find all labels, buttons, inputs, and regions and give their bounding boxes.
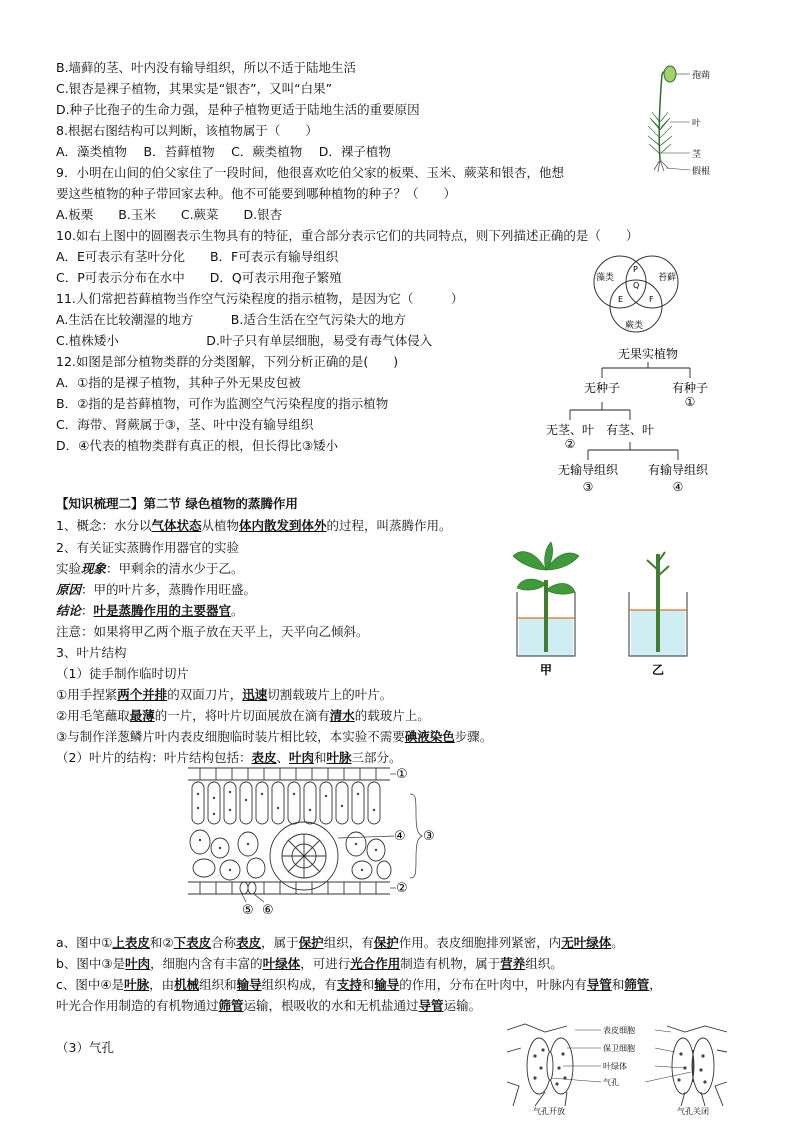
line-c-vein: c、图中④是叶脉，由机械组织和输导组织构成，有支持和输导的作用，分布在叶肉中，叶脉内有导管和筛管， (56, 977, 662, 992)
leaf-label-2: ② (396, 881, 408, 896)
leaf-label-5: ⑤ (242, 903, 254, 918)
tree-has-stem-leaf: 有茎、叶 (605, 423, 655, 437)
line-a-epidermis: a、图中①上表皮和②下表皮合称表皮，属于保护组织，有保护作用。表皮细胞排列紧密，内无叶绿体。 (56, 935, 624, 950)
leaf-label-3: ③ (423, 829, 435, 844)
line-b-mesophyll: b、图中③是叶肉，细胞内含有丰富的叶绿体，可进行光合作用制造有机物，属于营养组织。 (56, 956, 563, 971)
venn-region-q: Q (633, 281, 640, 290)
option-c-ginkgo: C.银杏是裸子植物，其果实是“银杏”，又叫“白果” (56, 81, 333, 96)
option-b-moss: B.墙藓的茎、叶内没有输导组织，所以不适于陆地生活 (56, 60, 357, 75)
venn-region-e: E (618, 295, 624, 304)
tree-no-seed: 无种子 (583, 381, 621, 395)
leaf-label-6: ⑥ (262, 903, 274, 918)
section-3-1-title: （1）徒手制作临时切片 (56, 666, 189, 681)
step-1: ①用手捏紧两个并排的双面刀片，迅速切割载玻片上的叶片。 (56, 687, 393, 702)
moss-plant-figure (636, 60, 746, 185)
moss-label-rhizoid: 假根 (692, 167, 711, 177)
step-3: ③与制作洋葱鳞片叶内表皮细胞临时装片相比较，本实验不需要碘液染色步骤。 (56, 729, 493, 744)
tree-num-1: ① (684, 395, 696, 409)
beaker-label-jia: 甲 (539, 663, 553, 677)
question-9-line-1: 9．小明在山间的伯父家住了一段时间，他很喜欢吃伯父家的板栗、玉米、蕨菜和银杏，他想 (56, 165, 564, 180)
question-9-options: A.板栗 B.玉米 C.蕨菜 D.银杏 (56, 207, 283, 222)
tree-no-stem-leaf: 无茎、叶 (545, 423, 595, 437)
transpiration-experiment-figure (505, 540, 705, 680)
venn-label-moss: 苔藓 (658, 273, 677, 283)
leaf-label-1: ① (396, 767, 408, 782)
question-10-options-ab: A．E可表示有茎叶分化 B．F可表示有输导组织 (56, 249, 339, 264)
beaker-label-yi: 乙 (651, 663, 665, 677)
section-heading: 【知识梳理二】第二节 绿色植物的蒸腾作用 (56, 496, 298, 511)
venn-label-algae: 藻类 (596, 273, 615, 283)
section-3-3-title: （3）气孔 (56, 1040, 114, 1055)
question-12-option-d: D．④代表的植物类群有真正的根，但长得比③矮小 (56, 438, 339, 453)
question-8-options: A．藻类植物 B．苔藓植物 C．蕨类植物 D．裸子植物 (56, 144, 391, 159)
moss-label-stem: 茎 (692, 150, 702, 160)
stomata-caption-open: 气孔开放 (533, 1107, 565, 1116)
leaf-structure-title: 3、叶片结构 (56, 645, 127, 660)
stomata-label-epidermal: 表皮细胞 (603, 1026, 635, 1035)
question-10: 10.如右上图中的圆圈表示生物具有的特征，重合部分表示它们的共同特点，则下列描述正确的是（ ） (56, 228, 639, 243)
venn-diagram (582, 252, 692, 338)
experiment-note: 注意：如果将甲乙两个瓶子放在天平上，天平向乙倾斜。 (56, 624, 369, 639)
leaf-label-4: ④ (394, 829, 406, 844)
question-11-options-ab: A.生活在比较潮湿的地方 B.适合生活在空气污染大的地方 (56, 312, 406, 327)
tree-has-vascular: 有输导组织 (647, 463, 709, 477)
experiment-phenomenon: 实验现象：甲剩余的清水少于乙。 (56, 561, 244, 576)
classification-tree (530, 346, 730, 498)
stomata-label-guard: 保卫细胞 (603, 1044, 635, 1053)
venn-region-p: P (633, 265, 638, 274)
stomata-label-stoma: 气孔 (603, 1078, 619, 1087)
question-10-options-cd: C．P可表示分布在水中 D．Q可表示用孢子繁殖 (56, 270, 342, 285)
experiment-title: 2、有关证实蒸腾作用器官的实验 (56, 540, 239, 555)
tree-no-vascular: 无输导组织 (557, 463, 619, 477)
tree-num-2: ② (564, 437, 576, 451)
experiment-reason: 原因：甲的叶片多，蒸腾作用旺盛。 (56, 582, 257, 597)
question-12-option-a: A．①指的是裸子植物，其种子外无果皮包被 (56, 375, 301, 390)
concept-line: 1、概念：水分以气体状态从植物体内散发到体外的过程，叫蒸腾作用。 (56, 518, 452, 533)
moss-label-leaf: 叶 (692, 119, 702, 129)
option-d-seed: D.种子比孢子的生命力强，是种子植物更适于陆地生活的重要原因 (56, 102, 420, 117)
leaf-cross-section-figure (186, 764, 446, 919)
stomata-figure (505, 1022, 735, 1118)
question-9-line-2: 要这些植物的种子带回家去种。他不可能要到哪种植物的种子？（ ） (56, 186, 457, 201)
venn-region-f: F (649, 295, 654, 304)
stomata-caption-closed: 气孔关闭 (677, 1107, 709, 1116)
question-12-option-c: C．海带、肾蕨属于③，茎、叶中没有输导组织 (56, 417, 314, 432)
capsule-shape (664, 66, 676, 82)
tree-has-seed: 有种子 (671, 381, 709, 395)
question-8: 8.根据右图结构可以判断，该植物属于（ ） (56, 123, 318, 138)
stomata-label-chloroplast: 叶绿体 (603, 1062, 627, 1071)
moss-label-capsule: 孢蒴 (692, 71, 711, 81)
tree-root: 无果实植物 (617, 347, 679, 361)
question-11: 11.人们常把苔藓植物当作空气污染程度的指示植物，是因为它（ ） (56, 291, 464, 306)
tree-num-4: ④ (672, 480, 684, 494)
question-11-options-cd: C.植株矮小 D.叶子只有单层细胞，易受有毒气体侵入 (56, 333, 433, 348)
tree-num-3: ③ (582, 480, 594, 494)
experiment-conclusion: 结论：叶是蒸腾作用的主要器官。 (56, 603, 244, 618)
line-c-transport: 叶光合作用制造的有机物通过筛管运输，根吸收的水和无机盐通过导管运输。 (56, 998, 482, 1013)
section-3-2-title: （2）叶片的结构：叶片结构包括：表皮、叶肉和叶脉三部分。 (56, 750, 402, 765)
step-2: ②用毛笔蘸取最薄的一片，将叶片切面展放在滴有清水的载玻片上。 (56, 708, 430, 723)
question-12: 12.如图是部分植物类群的分类图解，下列分析正确的是( ) (56, 354, 399, 369)
question-12-option-b: B．②指的是苔藓植物，可作为监测空气污染程度的指示植物 (56, 396, 389, 411)
venn-label-fern: 蕨类 (625, 321, 644, 331)
